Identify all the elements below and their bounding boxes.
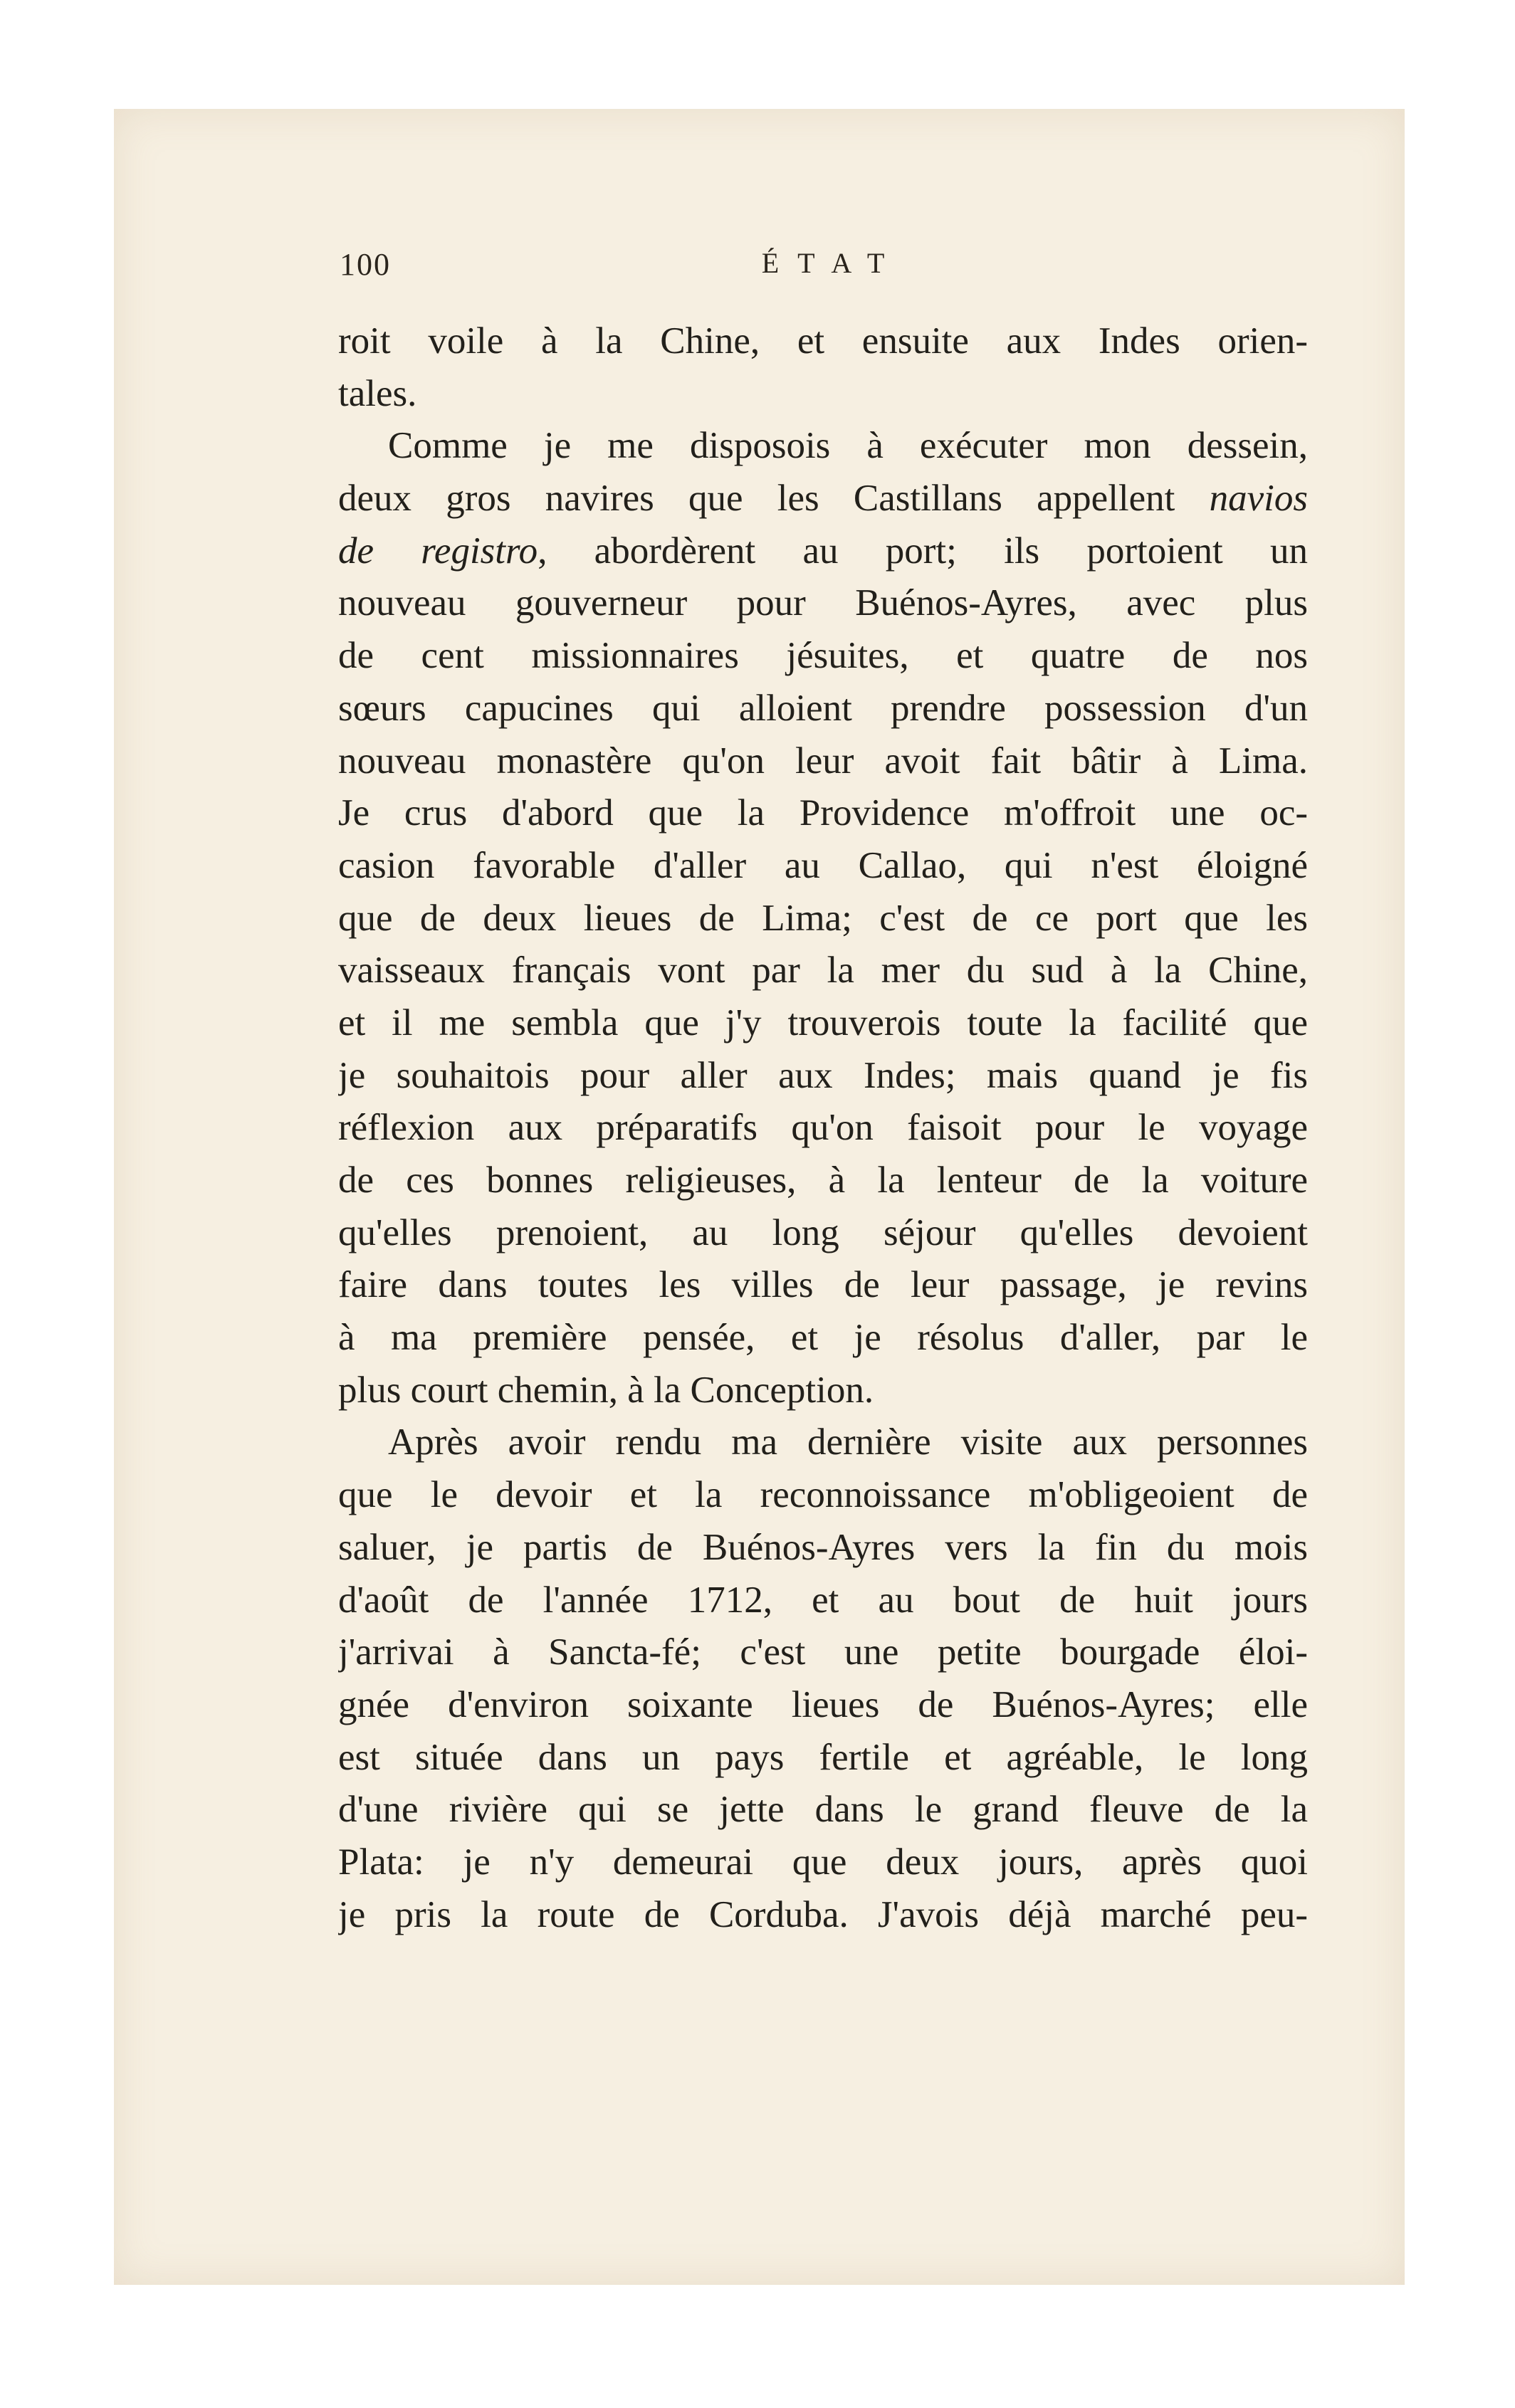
text-line: tales. <box>338 372 417 414</box>
page-number: 100 <box>340 247 391 282</box>
text-line <box>338 525 1308 578</box>
text-line: de ces bonnes religieuses, à la lenteur de la voiture <box>338 1160 1308 1201</box>
italic-term: de registro <box>338 530 538 572</box>
text-line: casion favorable d'aller au Callao, qui n'est éloigné <box>338 844 1308 886</box>
text-line: je souhaitois pour aller aux Indes; mais quand je fis <box>338 1054 1308 1096</box>
text-line: roit voile à la Chine, et ensuite aux Indes orien- <box>338 320 1308 362</box>
text-line: gnée d'environ soixante lieues de Buénos-Ayres; elle <box>338 1683 1308 1725</box>
text-line: faire dans toutes les villes de leur passage, je revins <box>338 1264 1308 1306</box>
text-segment: , abordèrent au port; ils portoient un <box>538 530 1308 572</box>
text-line: à ma première pensée, et je résolus d'aller, par le <box>338 1317 1308 1359</box>
text-line: Je crus d'abord que la Providence m'offroit une oc- <box>338 792 1308 834</box>
text-line <box>338 473 1308 525</box>
text-line: d'août de l'année 1712, et au bout de huit jours <box>338 1579 1308 1621</box>
italic-term: navios <box>1209 478 1308 520</box>
text-line: je pris la route de Corduba. J'avois déjà marché peu- <box>338 1893 1308 1935</box>
text-line: Plata: je n'y demeurai que deux jours, après quoi <box>338 1841 1308 1883</box>
text-line: de cent missionnaires jésuites, et quatre de nos <box>338 635 1308 677</box>
text-line: nouveau gouverneur pour Buénos-Ayres, avec plus <box>338 582 1308 624</box>
text-line: saluer, je partis de Buénos-Ayres vers la fin du mois <box>338 1526 1308 1568</box>
body-text <box>338 315 1308 1941</box>
text-line: d'une rivière qui se jette dans le grand fleuve de la <box>338 1789 1308 1831</box>
text-line: j'arrivai à Sancta-fé; c'est une petite bourgade éloi- <box>338 1631 1308 1673</box>
text-line: plus court chemin, à la Conception. <box>338 1369 874 1411</box>
text-line: et il me sembla que j'y trouverois toute la facilité que <box>338 1001 1308 1043</box>
text-line: réflexion aux préparatifs qu'on faisoit pour le voyage <box>338 1107 1308 1149</box>
text-line: que de deux lieues de Lima; c'est de ce port que les <box>338 897 1308 939</box>
running-title: ÉTAT <box>761 247 903 279</box>
text-line: Comme je me disposois à exécuter mon dessein, <box>388 425 1308 467</box>
text-segment: deux gros navires que les Castillans appellent <box>338 478 1175 520</box>
text-line: qu'elles prenoient, au long séjour qu'elles devoient <box>338 1211 1308 1253</box>
text-line: vaisseaux français vont par la mer du sud à la Chine, <box>338 950 1308 992</box>
text-line: Après avoir rendu ma dernière visite aux personnes <box>388 1421 1308 1463</box>
running-head <box>338 242 1308 299</box>
text-line: sœurs capucines qui alloient prendre possession d'un <box>338 687 1308 729</box>
text-line: est située dans un pays fertile et agréable, le long <box>338 1736 1308 1778</box>
text-line: nouveau monastère qu'on leur avoit fait bâtir à Lima. <box>338 740 1308 782</box>
text-line: que le devoir et la reconnoissance m'obligeoient de <box>338 1474 1308 1516</box>
